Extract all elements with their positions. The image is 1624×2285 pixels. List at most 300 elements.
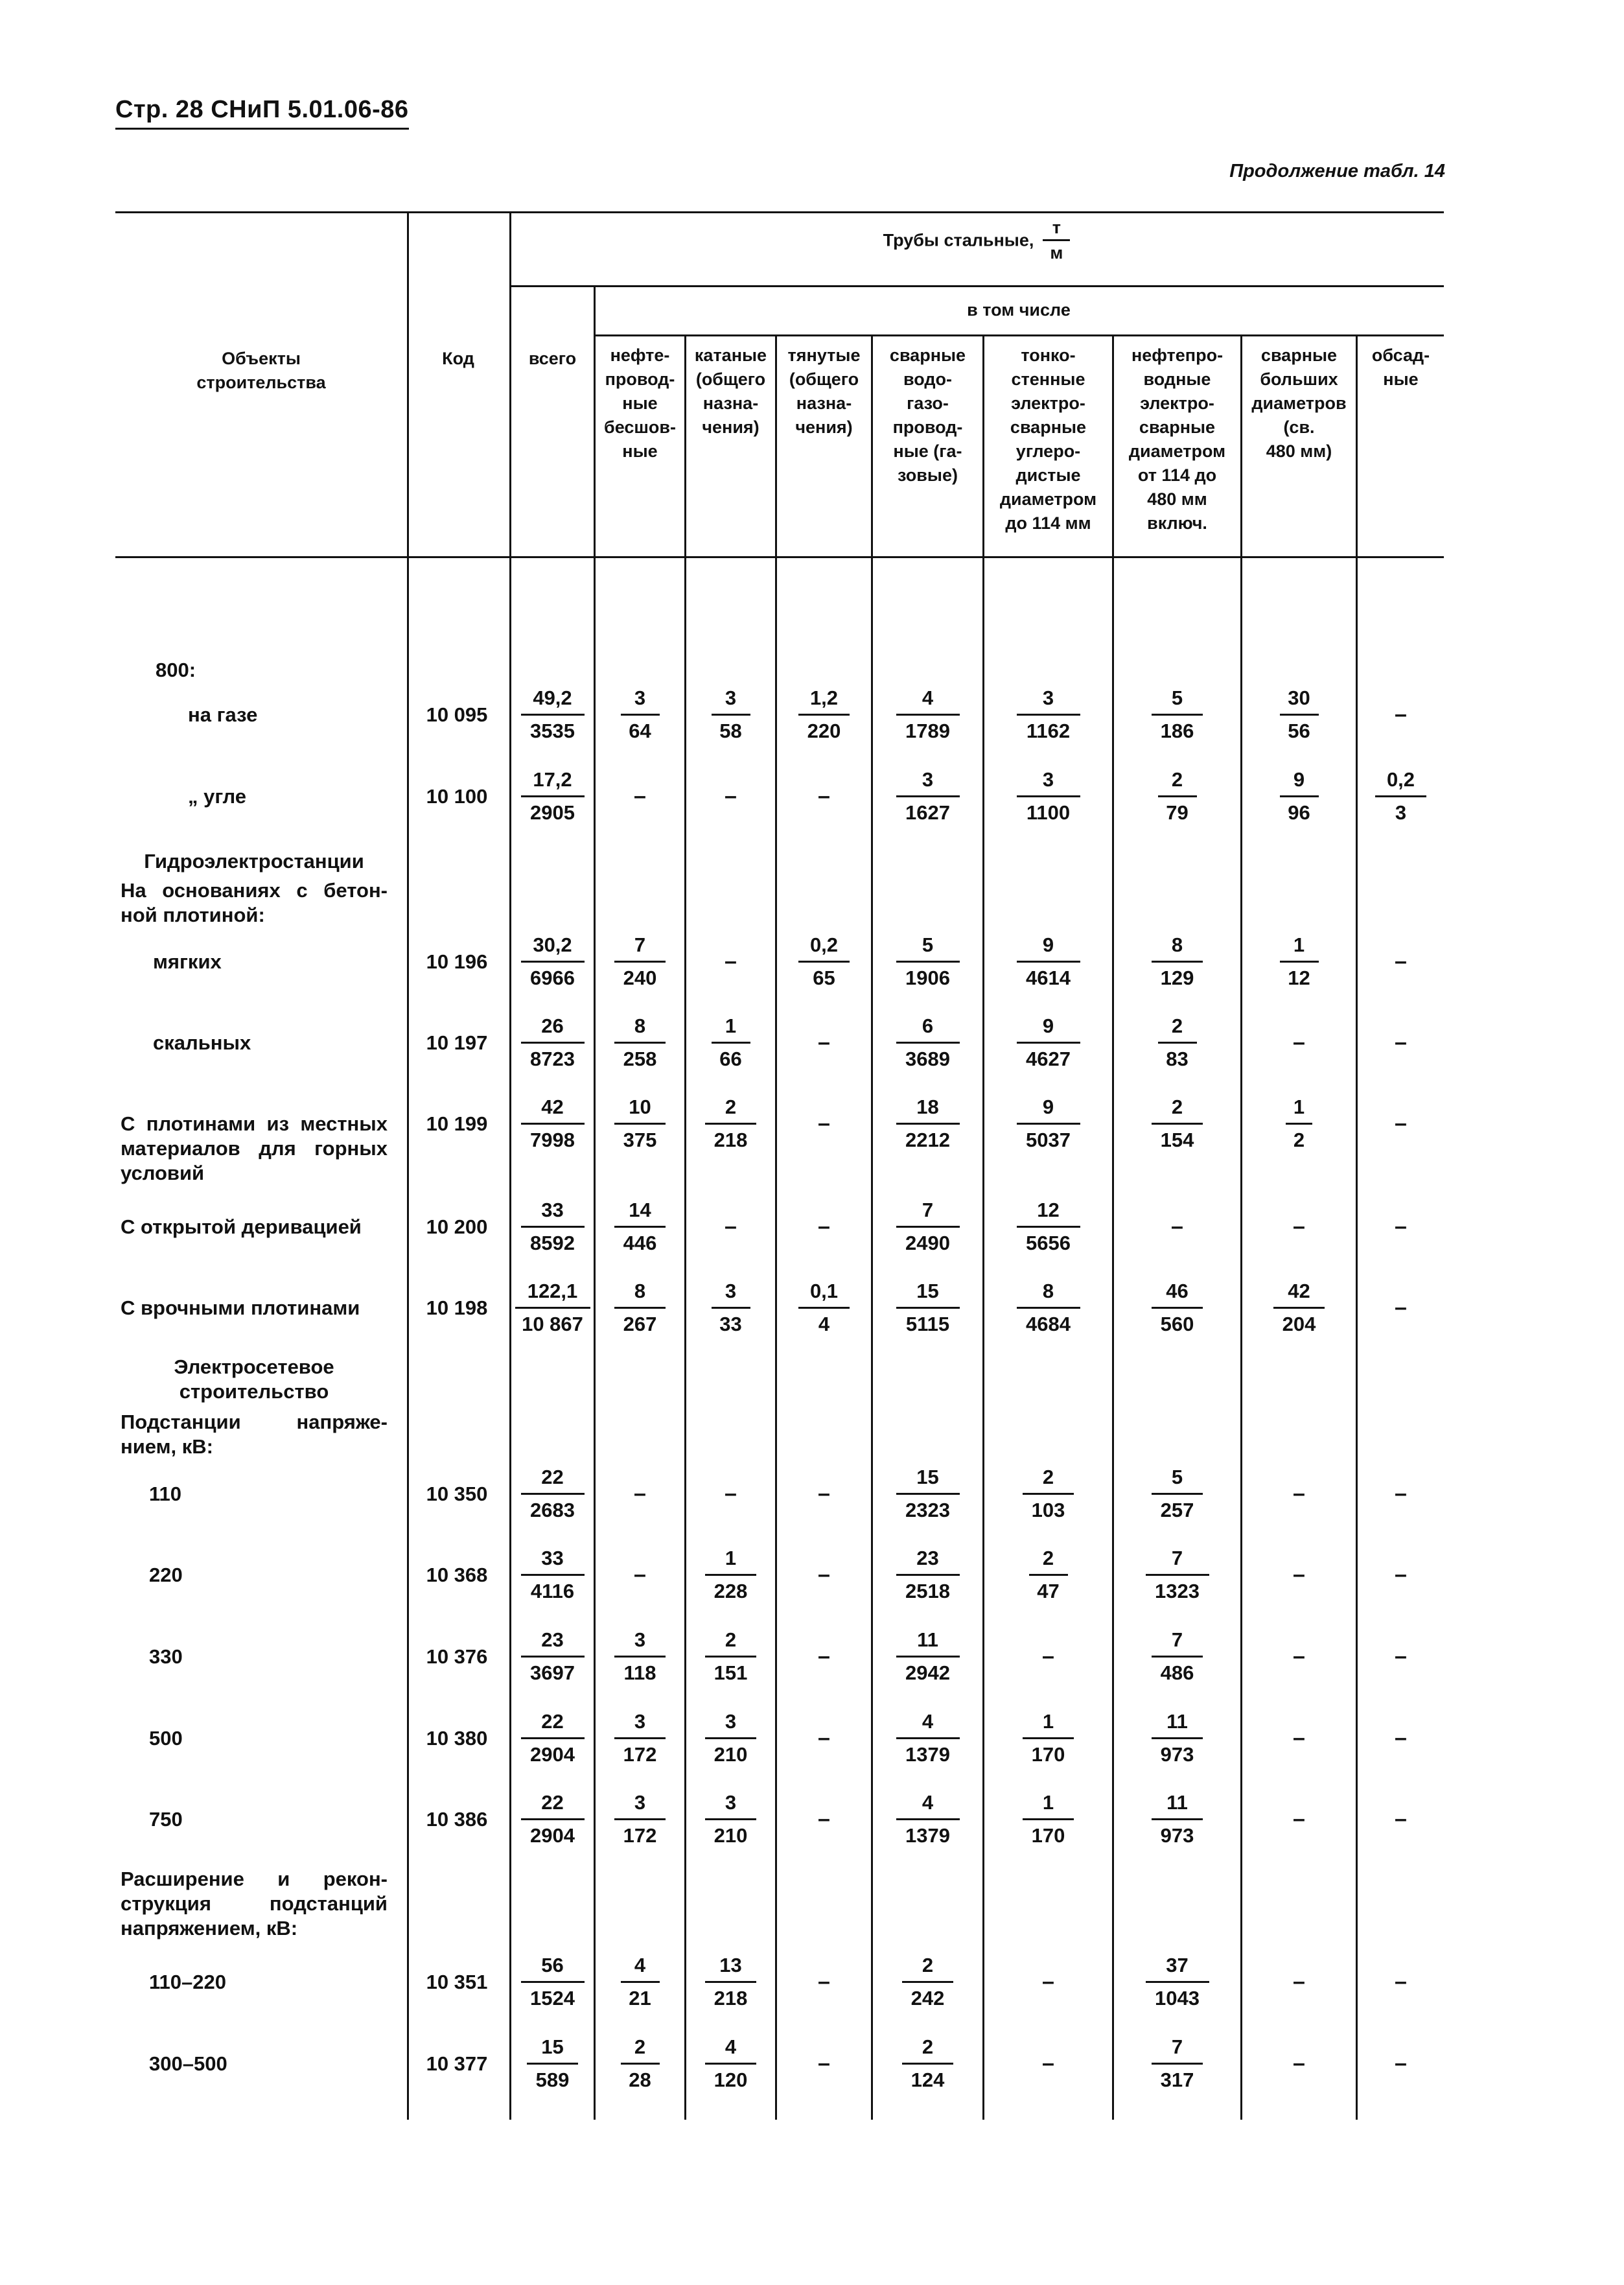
cell-numerator: 30,2 bbox=[533, 933, 572, 956]
fraction-bar bbox=[521, 961, 585, 963]
cell-fraction bbox=[511, 1951, 594, 2013]
cell-numerator: 1 bbox=[1042, 1790, 1054, 1814]
dash: – bbox=[1293, 1726, 1305, 1750]
cell-fraction bbox=[1114, 1951, 1240, 2013]
fraction-bar bbox=[521, 795, 585, 797]
label-line: Электросетевое bbox=[174, 1355, 334, 1378]
cell-fraction bbox=[1114, 1011, 1240, 1073]
cell-empty-dash bbox=[777, 1543, 871, 1606]
header-line: назна- bbox=[702, 393, 759, 413]
fraction-bar bbox=[1017, 1307, 1080, 1309]
cell-denominator: 4684 bbox=[1026, 1312, 1071, 1335]
fraction-bar bbox=[896, 1574, 960, 1576]
cell-fraction bbox=[873, 1195, 982, 1258]
fraction-bar bbox=[521, 1493, 585, 1495]
cell-empty-dash bbox=[1242, 1707, 1356, 1769]
cell-numerator: 7 bbox=[1171, 1628, 1183, 1651]
cell-empty-dash bbox=[777, 1462, 871, 1525]
cell-empty-dash bbox=[1358, 1543, 1444, 1606]
cell-numerator: 0,1 bbox=[809, 1279, 839, 1302]
cell-denominator: 210 bbox=[713, 1742, 748, 1766]
dash: – bbox=[1293, 1562, 1305, 1587]
dash: – bbox=[1395, 1295, 1407, 1320]
cell-fraction bbox=[1114, 1276, 1240, 1339]
header-line: тянутые bbox=[787, 346, 861, 365]
fraction-bar bbox=[614, 1123, 666, 1125]
cell-denominator: 2490 bbox=[905, 1231, 950, 1254]
fraction-bar bbox=[1152, 1818, 1203, 1820]
header-line: 480 мм) bbox=[1266, 441, 1332, 461]
cell-denominator: 2904 bbox=[530, 1742, 575, 1766]
cell-denominator: 2905 bbox=[530, 801, 575, 824]
cell-empty-dash bbox=[1242, 2032, 1356, 2094]
cell-denominator: 129 bbox=[1160, 966, 1194, 989]
cell-numerator: 9 bbox=[1042, 1014, 1054, 1037]
row-code: 10 095 bbox=[426, 703, 488, 726]
cell-numerator: 2 bbox=[1042, 1465, 1054, 1488]
cell-fraction bbox=[873, 930, 982, 992]
cell-fraction bbox=[596, 1195, 684, 1258]
fraction-bar bbox=[521, 1737, 585, 1739]
cell-numerator: 11 bbox=[917, 1628, 938, 1651]
dash: – bbox=[818, 1111, 830, 1136]
header-line: 480 мм bbox=[1147, 489, 1207, 509]
cell-numerator: 5 bbox=[1171, 1465, 1183, 1488]
cell-empty-dash bbox=[777, 1951, 871, 2013]
label-line: Подстанции напряже- bbox=[121, 1411, 388, 1433]
fraction-bar bbox=[515, 1307, 590, 1309]
cell-denominator: 1627 bbox=[905, 801, 950, 824]
dash: – bbox=[818, 1807, 830, 1831]
dash: – bbox=[725, 1214, 737, 1239]
cell-numerator: 7 bbox=[922, 1198, 934, 1221]
dash: – bbox=[818, 2051, 830, 2076]
cell-denominator: 118 bbox=[623, 1661, 656, 1684]
cell-fraction bbox=[511, 1543, 594, 1606]
cell-numerator: 2 bbox=[1171, 1014, 1183, 1037]
dash: – bbox=[725, 784, 737, 808]
cell-empty-dash bbox=[984, 1625, 1112, 1687]
unit-denominator: м bbox=[1050, 243, 1063, 263]
header-line: назна- bbox=[796, 393, 852, 413]
fraction-bar bbox=[896, 1656, 960, 1658]
header-col-water_gas bbox=[873, 344, 982, 487]
cell-empty-dash bbox=[984, 1951, 1112, 2013]
cell-denominator: 79 bbox=[1166, 801, 1189, 824]
header-line: строительства bbox=[196, 373, 326, 392]
cell-fraction bbox=[511, 1195, 594, 1258]
cell-denominator: 7998 bbox=[530, 1128, 575, 1151]
row-label bbox=[121, 1215, 380, 1239]
fraction-bar bbox=[527, 2063, 578, 2065]
cell-denominator: 2 bbox=[1293, 1128, 1305, 1151]
cell-numerator: 0,2 bbox=[809, 933, 839, 956]
label-line: скальных bbox=[153, 1031, 251, 1054]
cell-denominator: 267 bbox=[623, 1312, 657, 1335]
header-line: нефтепро- bbox=[1131, 346, 1224, 365]
cell-fraction bbox=[596, 930, 684, 992]
label-line: „ угле bbox=[188, 785, 247, 808]
fraction-bar bbox=[1286, 1123, 1312, 1125]
group-header-rule bbox=[509, 285, 1444, 287]
cell-fraction bbox=[686, 683, 775, 745]
table-continuation-note: Продолжение табл. 14 bbox=[1229, 161, 1445, 182]
dash: – bbox=[1293, 2051, 1305, 2076]
header-col-oil_welded bbox=[1114, 344, 1240, 535]
cell-numerator: 13 bbox=[719, 1953, 742, 1976]
cell-fraction bbox=[1242, 1276, 1356, 1339]
label-line: С врочными плотинами bbox=[121, 1296, 360, 1319]
cell-empty-dash bbox=[1242, 1462, 1356, 1525]
fraction-bar bbox=[705, 1574, 756, 1576]
fraction-bar bbox=[621, 714, 660, 716]
cell-denominator: 64 bbox=[629, 719, 651, 742]
cell-fraction bbox=[1114, 1625, 1240, 1687]
label-line: 750 bbox=[149, 1808, 183, 1831]
header-col-total bbox=[511, 347, 594, 371]
dash: – bbox=[818, 1726, 830, 1750]
cell-numerator: 4 bbox=[922, 1790, 934, 1814]
label-line: на газе bbox=[188, 703, 258, 726]
cell-numerator: 3 bbox=[634, 1790, 646, 1814]
header-line: дистые bbox=[1015, 465, 1081, 485]
cell-fraction bbox=[1242, 930, 1356, 992]
header-col-drawn bbox=[777, 344, 871, 439]
cell-denominator: 1524 bbox=[530, 1986, 575, 2010]
cell-numerator: 22 bbox=[541, 1465, 564, 1488]
fraction-bar bbox=[896, 1042, 960, 1044]
cell-empty-dash bbox=[777, 1788, 871, 1850]
cell-fraction bbox=[596, 2032, 684, 2094]
dash: – bbox=[1042, 1644, 1054, 1669]
cell-numerator: 2 bbox=[1171, 768, 1183, 791]
dash: – bbox=[1395, 702, 1407, 727]
cell-fraction bbox=[873, 1951, 982, 2013]
cell-empty-dash bbox=[1242, 1788, 1356, 1850]
unit-fraction bbox=[1043, 218, 1070, 263]
cell-numerator: 2 bbox=[634, 2035, 646, 2058]
header-line: водо- bbox=[903, 369, 952, 389]
dash: – bbox=[1395, 949, 1407, 974]
cell-numerator: 3 bbox=[634, 1628, 646, 1651]
fraction-bar bbox=[705, 1981, 756, 1983]
label-line: 500 bbox=[149, 1727, 183, 1750]
label-line: мягких bbox=[153, 950, 222, 973]
cell-fraction bbox=[1114, 765, 1240, 827]
fraction-bar bbox=[1152, 1656, 1203, 1658]
header-col-casing bbox=[1358, 344, 1444, 392]
cell-fraction bbox=[984, 1707, 1112, 1769]
cell-numerator: 2 bbox=[922, 2035, 934, 2058]
cell-fraction bbox=[984, 1011, 1112, 1073]
header-line: электро- bbox=[1011, 393, 1085, 413]
cell-empty-dash bbox=[777, 765, 871, 827]
cell-empty-dash bbox=[1242, 1011, 1356, 1073]
dash: – bbox=[1042, 1969, 1054, 1994]
cell-fraction bbox=[1242, 765, 1356, 827]
cell-empty-dash bbox=[1358, 1011, 1444, 1073]
fraction-bar bbox=[1017, 961, 1080, 963]
cell-fraction bbox=[873, 1276, 982, 1339]
label-line: 300–500 bbox=[149, 2052, 227, 2075]
header-line: водные bbox=[1143, 369, 1211, 389]
cell-denominator: 1162 bbox=[1026, 719, 1071, 742]
cell-denominator: 3 bbox=[1395, 801, 1407, 824]
fraction-bar bbox=[896, 961, 960, 963]
row-code: 10 380 bbox=[426, 1727, 488, 1750]
dash: – bbox=[1395, 1111, 1407, 1136]
cell-denominator: 5037 bbox=[1026, 1128, 1071, 1151]
cell-denominator: 258 bbox=[623, 1047, 657, 1070]
cell-fraction bbox=[596, 1951, 684, 2013]
dash: – bbox=[1293, 1030, 1305, 1055]
fraction-bar bbox=[712, 1307, 750, 1309]
cell-fraction bbox=[511, 1625, 594, 1687]
row-code: 10 197 bbox=[426, 1031, 488, 1054]
dash: – bbox=[818, 1562, 830, 1587]
cell-empty-dash bbox=[1242, 1543, 1356, 1606]
cell-fraction bbox=[511, 930, 594, 992]
label-line: 330 bbox=[149, 1645, 183, 1668]
cell-denominator: 3535 bbox=[530, 719, 575, 742]
subgroup-header-rule bbox=[594, 334, 1444, 336]
cell-numerator: 122,1 bbox=[527, 1279, 578, 1302]
fraction-bar bbox=[614, 1737, 666, 1739]
header-line: тонко- bbox=[1021, 346, 1076, 365]
dash: – bbox=[818, 1969, 830, 1994]
fraction-bar bbox=[705, 2063, 756, 2065]
cell-denominator: 486 bbox=[1160, 1661, 1194, 1684]
fraction-bar bbox=[1023, 1818, 1074, 1820]
label-line: материалов для горных bbox=[121, 1137, 388, 1160]
cell-empty-dash bbox=[777, 1011, 871, 1073]
row-code: 10 368 bbox=[426, 1564, 488, 1586]
row-code: 10 100 bbox=[426, 785, 488, 808]
dash: – bbox=[725, 949, 737, 974]
cell-denominator: 47 bbox=[1037, 1579, 1060, 1602]
row-label bbox=[156, 658, 350, 683]
cell-empty-dash bbox=[1358, 930, 1444, 992]
dash: – bbox=[818, 1214, 830, 1239]
cell-denominator: 10 867 bbox=[522, 1312, 583, 1335]
label-line: струкция подстанций bbox=[121, 1892, 388, 1915]
header-line: ные (га- bbox=[893, 441, 962, 461]
fraction-bar bbox=[712, 1042, 750, 1044]
fraction-bar bbox=[705, 1656, 756, 1658]
cell-numerator: 4 bbox=[922, 1709, 934, 1733]
cell-empty-dash bbox=[984, 2032, 1112, 2094]
header-line: от 114 до bbox=[1137, 465, 1217, 485]
cell-numerator: 15 bbox=[916, 1279, 939, 1302]
fraction-bar bbox=[1152, 714, 1203, 716]
cell-denominator: 1906 bbox=[905, 966, 950, 989]
fraction-bar bbox=[521, 1656, 585, 1658]
dash: – bbox=[1395, 1214, 1407, 1239]
cell-denominator: 96 bbox=[1288, 801, 1310, 824]
cell-fraction bbox=[873, 1625, 982, 1687]
cell-denominator: 58 bbox=[719, 719, 742, 742]
cell-numerator: 11 bbox=[1166, 1790, 1188, 1814]
row-code: 10 386 bbox=[426, 1808, 488, 1831]
cell-fraction bbox=[1114, 2032, 1240, 2094]
fraction-bar bbox=[1152, 1493, 1203, 1495]
cell-denominator: 3689 bbox=[905, 1047, 950, 1070]
cell-denominator: 973 bbox=[1160, 1742, 1194, 1766]
label-line: 220 bbox=[149, 1564, 183, 1586]
cell-denominator: 1100 bbox=[1026, 801, 1071, 824]
cell-denominator: 2683 bbox=[530, 1498, 575, 1521]
cell-numerator: 23 bbox=[541, 1628, 564, 1651]
fraction-bar bbox=[896, 1307, 960, 1309]
header-line: катаные bbox=[694, 346, 767, 365]
header-line: ные bbox=[1383, 369, 1419, 389]
fraction-bar bbox=[621, 2063, 660, 2065]
cell-empty-dash bbox=[777, 1707, 871, 1769]
cell-fraction bbox=[1114, 1462, 1240, 1525]
cell-denominator: 120 bbox=[713, 2068, 748, 2091]
cell-numerator: 2 bbox=[725, 1095, 737, 1118]
cell-numerator: 49,2 bbox=[533, 686, 572, 709]
header-bottom-rule bbox=[115, 556, 1444, 558]
dash: – bbox=[818, 784, 830, 808]
fraction-bar bbox=[902, 1981, 953, 1983]
fraction-bar bbox=[521, 1226, 585, 1228]
fraction-bar bbox=[1146, 1981, 1209, 1983]
cell-numerator: 3 bbox=[922, 768, 934, 791]
dash: – bbox=[1171, 1214, 1183, 1239]
cell-denominator: 5115 bbox=[905, 1312, 950, 1335]
cell-fraction bbox=[511, 2032, 594, 2094]
cell-denominator: 56 bbox=[1288, 719, 1310, 742]
cell-empty-dash bbox=[1358, 1092, 1444, 1154]
cell-denominator: 375 bbox=[623, 1128, 657, 1151]
cell-denominator: 83 bbox=[1166, 1047, 1189, 1070]
dash: – bbox=[1293, 1807, 1305, 1831]
dash: – bbox=[1395, 1481, 1407, 1506]
cell-empty-dash bbox=[1242, 1951, 1356, 2013]
label-line: Гидроэлектростанции bbox=[144, 850, 364, 873]
cell-fraction bbox=[984, 930, 1112, 992]
cell-numerator: 1 bbox=[1293, 933, 1305, 956]
cell-numerator: 1 bbox=[1042, 1709, 1054, 1733]
cell-denominator: 66 bbox=[719, 1047, 742, 1070]
fraction-bar bbox=[1375, 795, 1426, 797]
cell-denominator: 103 bbox=[1031, 1498, 1065, 1521]
label-line: На основаниях с бетон- bbox=[121, 879, 388, 902]
cell-numerator: 11 bbox=[1166, 1709, 1188, 1733]
fraction-bar bbox=[614, 1042, 666, 1044]
header-line: (общего bbox=[695, 369, 766, 389]
cell-numerator: 14 bbox=[629, 1198, 651, 1221]
cell-fraction bbox=[984, 1195, 1112, 1258]
row-code: 10 196 bbox=[426, 950, 488, 973]
cell-fraction bbox=[686, 1788, 775, 1850]
cell-denominator: 5656 bbox=[1026, 1231, 1071, 1254]
label-line: 110 bbox=[149, 1482, 182, 1505]
cell-numerator: 9 bbox=[1042, 1095, 1054, 1118]
row-label bbox=[153, 1031, 412, 1055]
cell-fraction bbox=[686, 1543, 775, 1606]
dash: – bbox=[1395, 1644, 1407, 1669]
cell-fraction bbox=[984, 765, 1112, 827]
cell-fraction bbox=[1114, 1092, 1240, 1154]
cell-fraction bbox=[511, 1788, 594, 1850]
fraction-bar bbox=[1146, 1574, 1209, 1576]
cell-fraction bbox=[596, 1788, 684, 1850]
header-line: зовые) bbox=[898, 465, 958, 485]
cell-denominator: 2323 bbox=[905, 1498, 950, 1521]
cell-denominator: 28 bbox=[629, 2068, 651, 2091]
cell-numerator: 56 bbox=[541, 1953, 564, 1976]
cell-numerator: 1 bbox=[725, 1014, 737, 1037]
cell-numerator: 8 bbox=[1042, 1279, 1054, 1302]
row-label bbox=[149, 1645, 408, 1669]
unit-numerator: т bbox=[1052, 218, 1061, 237]
cell-denominator: 218 bbox=[713, 1986, 748, 2010]
row-code: 10 377 bbox=[426, 2052, 488, 2075]
header-line: чения) bbox=[795, 417, 853, 437]
cell-fraction bbox=[686, 1625, 775, 1687]
cell-empty-dash bbox=[1358, 1276, 1444, 1339]
cell-fraction bbox=[511, 683, 594, 745]
cell-fraction bbox=[873, 1092, 982, 1154]
header-line: всего bbox=[528, 349, 577, 368]
cell-fraction bbox=[873, 1707, 982, 1769]
cell-denominator: 446 bbox=[623, 1231, 657, 1254]
cell-fraction bbox=[873, 2032, 982, 2094]
cell-fraction bbox=[777, 1276, 871, 1339]
header-line: провод- bbox=[892, 417, 963, 437]
fraction-bar bbox=[1017, 1123, 1080, 1125]
header-line: углеро- bbox=[1015, 441, 1081, 461]
fraction-bar bbox=[1017, 1042, 1080, 1044]
cell-empty-dash bbox=[1114, 1195, 1240, 1258]
cell-numerator: 7 bbox=[1171, 1546, 1183, 1569]
cell-fraction bbox=[1114, 683, 1240, 745]
cell-fraction bbox=[873, 1788, 982, 1850]
header-col-oil_seamless bbox=[596, 344, 684, 463]
cell-empty-dash bbox=[686, 765, 775, 827]
cell-fraction bbox=[873, 765, 982, 827]
cell-denominator: 1379 bbox=[905, 1742, 950, 1766]
row-label bbox=[121, 878, 388, 928]
row-label bbox=[121, 1355, 388, 1404]
dash: – bbox=[818, 1644, 830, 1669]
cell-empty-dash bbox=[1358, 1707, 1444, 1769]
cell-denominator: 33 bbox=[719, 1312, 742, 1335]
cell-denominator: 172 bbox=[623, 1742, 657, 1766]
header-line: диаметром bbox=[1128, 441, 1226, 461]
fraction-bar bbox=[1023, 1493, 1074, 1495]
cell-numerator: 30 bbox=[1288, 686, 1310, 709]
cell-numerator: 9 bbox=[1042, 933, 1054, 956]
cell-denominator: 6966 bbox=[530, 966, 575, 989]
cell-denominator: 4627 bbox=[1026, 1047, 1071, 1070]
dash: – bbox=[1042, 2051, 1054, 2076]
cell-numerator: 8 bbox=[634, 1279, 646, 1302]
header-group-steel-pipes bbox=[509, 218, 1444, 263]
header-line: ные bbox=[622, 393, 658, 413]
row-code: 10 351 bbox=[426, 1971, 488, 1993]
label-line: условий bbox=[121, 1162, 205, 1184]
row-label bbox=[153, 950, 412, 974]
cell-denominator: 124 bbox=[911, 2068, 945, 2091]
cell-fraction bbox=[596, 1011, 684, 1073]
cell-fraction bbox=[596, 1092, 684, 1154]
cell-denominator: 4 bbox=[818, 1312, 830, 1335]
row-code: 10 199 bbox=[426, 1112, 488, 1135]
fraction-bar bbox=[798, 1307, 850, 1309]
